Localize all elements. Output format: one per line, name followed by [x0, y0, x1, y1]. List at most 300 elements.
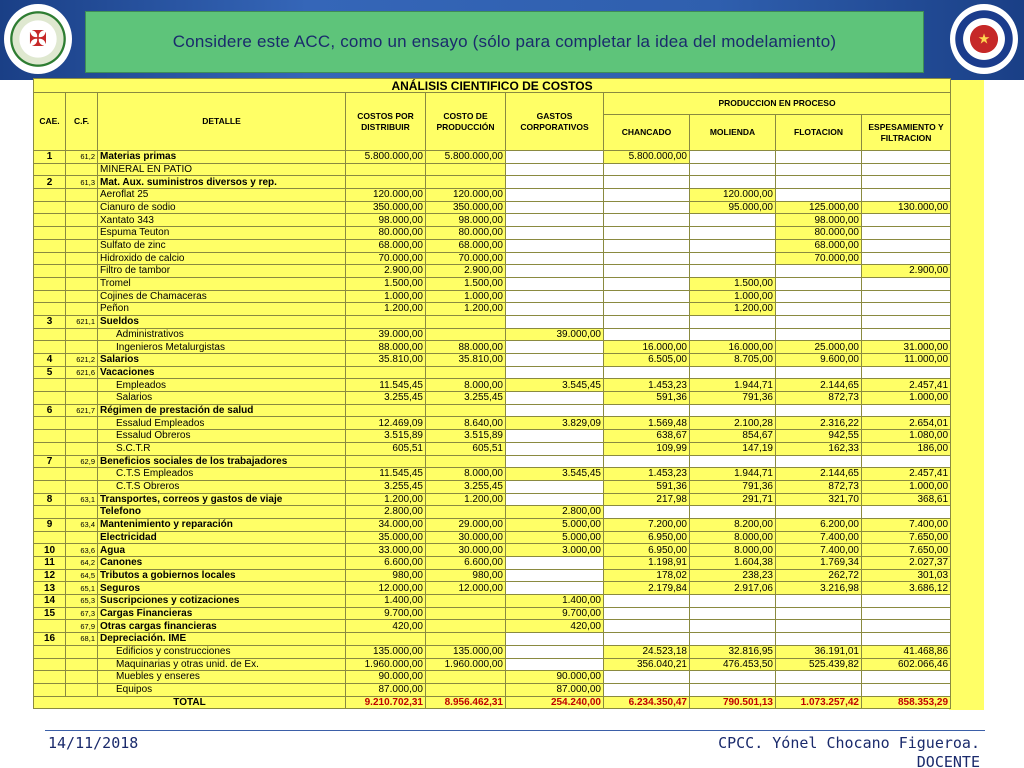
row-cae: [34, 430, 66, 443]
row-detalle: Otras cargas financieras: [98, 620, 346, 633]
table-row: [34, 151, 951, 164]
row-flotacion: [776, 633, 862, 646]
total-costo-produccion: 8.956.462,31: [426, 696, 506, 709]
row-detalle: Filtro de tambor: [98, 265, 346, 278]
table-row: [34, 392, 951, 405]
row-costos-por-distribuir: 1.200,00: [346, 303, 426, 316]
row-gastos-corporativos: [506, 303, 604, 316]
row-costo-produccion: 605,51: [426, 442, 506, 455]
row-cf: 65,3: [66, 595, 98, 608]
row-chancado: [604, 163, 690, 176]
row-gastos-corporativos: [506, 366, 604, 379]
table-row: [34, 214, 951, 227]
row-chancado: [604, 239, 690, 252]
table-row: [34, 341, 951, 354]
row-espesamiento: 186,00: [862, 442, 951, 455]
row-detalle: C.T.S Empleados: [98, 468, 346, 481]
total-row: [34, 696, 951, 709]
row-chancado: 2.179,84: [604, 582, 690, 595]
row-molienda: 8.000,00: [690, 531, 776, 544]
row-chancado: [604, 201, 690, 214]
total-flotacion: 1.073.257,42: [776, 696, 862, 709]
row-costos-por-distribuir: 90.000,00: [346, 671, 426, 684]
row-costo-produccion: 1.200,00: [426, 493, 506, 506]
row-gastos-corporativos: 3.829,09: [506, 417, 604, 430]
row-costo-produccion: 1.960.000,00: [426, 658, 506, 671]
row-cae: [34, 379, 66, 392]
footer-date: 14/11/2018: [48, 734, 139, 752]
row-espesamiento: 7.650,00: [862, 544, 951, 557]
row-detalle: Maquinarias y otras unid. de Ex.: [98, 658, 346, 671]
table-row: [34, 201, 951, 214]
row-costo-produccion: [426, 404, 506, 417]
row-cae: [34, 163, 66, 176]
row-cf: [66, 417, 98, 430]
association-logo-right: [950, 4, 1018, 74]
row-cf: [66, 430, 98, 443]
row-costos-por-distribuir: 70.000,00: [346, 252, 426, 265]
row-espesamiento: [862, 683, 951, 696]
row-costos-por-distribuir: 35.000,00: [346, 531, 426, 544]
table-row: [34, 557, 951, 570]
row-espesamiento: [862, 227, 951, 240]
row-flotacion: 7.400,00: [776, 531, 862, 544]
row-flotacion: 6.200,00: [776, 518, 862, 531]
row-cf: 67,3: [66, 607, 98, 620]
row-espesamiento: 1.000,00: [862, 392, 951, 405]
row-chancado: 16.000,00: [604, 341, 690, 354]
header-costos-por-distribuir: COSTOS POR DISTRIBUIR: [346, 93, 426, 151]
row-cf: [66, 265, 98, 278]
table-row: [34, 595, 951, 608]
row-cf: [66, 201, 98, 214]
row-espesamiento: [862, 214, 951, 227]
footer-divider: [45, 730, 985, 731]
row-costo-produccion: 35.810,00: [426, 354, 506, 367]
row-detalle: Edificios y construcciones: [98, 645, 346, 658]
row-detalle: Mantenimiento y reparación: [98, 518, 346, 531]
row-cf: [66, 671, 98, 684]
row-costos-por-distribuir: 11.545,45: [346, 379, 426, 392]
row-cf: [66, 379, 98, 392]
row-cae: [34, 303, 66, 316]
row-costos-por-distribuir: 11.545,45: [346, 468, 426, 481]
row-costos-por-distribuir: [346, 163, 426, 176]
row-cf: 621,2: [66, 354, 98, 367]
row-molienda: [690, 620, 776, 633]
row-molienda: 1.500,00: [690, 277, 776, 290]
row-detalle: Beneficios sociales de los trabajadores: [98, 455, 346, 468]
row-cae: 2: [34, 176, 66, 189]
row-molienda: [690, 328, 776, 341]
row-gastos-corporativos: [506, 430, 604, 443]
row-gastos-corporativos: 5.000,00: [506, 531, 604, 544]
row-gastos-corporativos: [506, 480, 604, 493]
row-cae: [34, 645, 66, 658]
row-espesamiento: 2.900,00: [862, 265, 951, 278]
row-detalle: Aeroflat 25: [98, 189, 346, 202]
row-gastos-corporativos: [506, 151, 604, 164]
row-cf: [66, 341, 98, 354]
table-row: [34, 404, 951, 417]
row-flotacion: 125.000,00: [776, 201, 862, 214]
row-flotacion: [776, 455, 862, 468]
row-costo-produccion: 120.000,00: [426, 189, 506, 202]
row-costo-produccion: [426, 633, 506, 646]
row-chancado: 7.200,00: [604, 518, 690, 531]
row-chancado: [604, 328, 690, 341]
table-row: [34, 442, 951, 455]
row-chancado: 591,36: [604, 480, 690, 493]
row-costos-por-distribuir: [346, 366, 426, 379]
row-cf: [66, 328, 98, 341]
row-espesamiento: [862, 252, 951, 265]
row-espesamiento: 31.000,00: [862, 341, 951, 354]
table-row: [34, 620, 951, 633]
row-costos-por-distribuir: 2.900,00: [346, 265, 426, 278]
row-cf: 63,1: [66, 493, 98, 506]
header-detalle: DETALLE: [98, 93, 346, 151]
row-cf: [66, 277, 98, 290]
row-cf: [66, 290, 98, 303]
row-costos-por-distribuir: 1.200,00: [346, 493, 426, 506]
row-cae: 12: [34, 569, 66, 582]
row-cf: [66, 683, 98, 696]
row-flotacion: [776, 328, 862, 341]
table-row: [34, 582, 951, 595]
row-costo-produccion: 2.900,00: [426, 265, 506, 278]
table-row: [34, 544, 951, 557]
row-flotacion: [776, 683, 862, 696]
row-flotacion: [776, 277, 862, 290]
row-chancado: [604, 252, 690, 265]
row-costo-produccion: 1.500,00: [426, 277, 506, 290]
row-espesamiento: [862, 404, 951, 417]
row-costo-produccion: 1.200,00: [426, 303, 506, 316]
row-detalle: Xantato 343: [98, 214, 346, 227]
row-chancado: [604, 506, 690, 519]
row-detalle: Cargas Financieras: [98, 607, 346, 620]
row-costo-produccion: [426, 595, 506, 608]
row-cf: 61,2: [66, 151, 98, 164]
table-row: [34, 683, 951, 696]
row-gastos-corporativos: [506, 392, 604, 405]
row-gastos-corporativos: [506, 239, 604, 252]
row-costo-produccion: [426, 683, 506, 696]
row-costos-por-distribuir: 980,00: [346, 569, 426, 582]
row-costos-por-distribuir: 12.000,00: [346, 582, 426, 595]
row-molienda: 1.604,38: [690, 557, 776, 570]
row-molienda: 2.100,28: [690, 417, 776, 430]
row-flotacion: 2.316,22: [776, 417, 862, 430]
row-gastos-corporativos: 420,00: [506, 620, 604, 633]
row-cf: 64,5: [66, 569, 98, 582]
row-gastos-corporativos: [506, 633, 604, 646]
row-cf: 65,1: [66, 582, 98, 595]
row-costos-por-distribuir: 5.800.000,00: [346, 151, 426, 164]
row-flotacion: [776, 176, 862, 189]
row-costo-produccion: 350.000,00: [426, 201, 506, 214]
row-costos-por-distribuir: 3.255,45: [346, 480, 426, 493]
row-cae: [34, 277, 66, 290]
row-cf: 63,6: [66, 544, 98, 557]
row-detalle: Salarios: [98, 392, 346, 405]
row-cae: 16: [34, 633, 66, 646]
row-espesamiento: [862, 671, 951, 684]
row-detalle: Espuma Teuton: [98, 227, 346, 240]
row-espesamiento: [862, 315, 951, 328]
table-row: [34, 506, 951, 519]
row-flotacion: 262,72: [776, 569, 862, 582]
row-chancado: 1.569,48: [604, 417, 690, 430]
row-chancado: 24.523,18: [604, 645, 690, 658]
row-detalle: Essalud Obreros: [98, 430, 346, 443]
row-costo-produccion: [426, 671, 506, 684]
row-costos-por-distribuir: [346, 633, 426, 646]
row-cae: [34, 328, 66, 341]
row-costos-por-distribuir: 6.600,00: [346, 557, 426, 570]
row-flotacion: 2.144,65: [776, 379, 862, 392]
table-row: [34, 430, 951, 443]
row-molienda: 16.000,00: [690, 341, 776, 354]
row-cf: [66, 480, 98, 493]
table-title: ANÁLISIS CIENTIFICO DE COSTOS: [34, 79, 951, 93]
row-chancado: [604, 189, 690, 202]
row-molienda: [690, 404, 776, 417]
row-espesamiento: 1.080,00: [862, 430, 951, 443]
row-flotacion: 80.000,00: [776, 227, 862, 240]
row-costos-por-distribuir: 3.515,89: [346, 430, 426, 443]
table-row: [34, 277, 951, 290]
row-gastos-corporativos: [506, 214, 604, 227]
row-chancado: 109,99: [604, 442, 690, 455]
row-molienda: 8.000,00: [690, 544, 776, 557]
row-flotacion: 25.000,00: [776, 341, 862, 354]
row-molienda: 2.917,06: [690, 582, 776, 595]
row-costos-por-distribuir: 1.000,00: [346, 290, 426, 303]
row-cae: [34, 480, 66, 493]
row-cae: 6: [34, 404, 66, 417]
row-cae: [34, 683, 66, 696]
row-costo-produccion: 88.000,00: [426, 341, 506, 354]
row-cf: 64,2: [66, 557, 98, 570]
row-cae: 3: [34, 315, 66, 328]
row-espesamiento: 368,61: [862, 493, 951, 506]
row-cf: [66, 468, 98, 481]
row-espesamiento: [862, 176, 951, 189]
table-row: [34, 607, 951, 620]
row-costos-por-distribuir: 80.000,00: [346, 227, 426, 240]
row-gastos-corporativos: [506, 354, 604, 367]
row-espesamiento: 7.400,00: [862, 518, 951, 531]
row-espesamiento: [862, 506, 951, 519]
row-molienda: 238,23: [690, 569, 776, 582]
row-gastos-corporativos: 3.545,45: [506, 468, 604, 481]
row-espesamiento: [862, 328, 951, 341]
slide-title: Considere este ACC, como un ensayo (sólo para completar la idea del modelamiento): [172, 32, 837, 51]
row-chancado: [604, 366, 690, 379]
row-flotacion: 36.191,01: [776, 645, 862, 658]
row-costo-produccion: 3.255,45: [426, 392, 506, 405]
row-costos-por-distribuir: [346, 455, 426, 468]
row-costo-produccion: 8.000,00: [426, 468, 506, 481]
row-cae: [34, 201, 66, 214]
row-gastos-corporativos: [506, 658, 604, 671]
row-cf: [66, 189, 98, 202]
row-gastos-corporativos: 39.000,00: [506, 328, 604, 341]
row-cae: 9: [34, 518, 66, 531]
row-flotacion: 7.400,00: [776, 544, 862, 557]
row-cae: 13: [34, 582, 66, 595]
row-cae: [34, 252, 66, 265]
cost-analysis-table: [33, 78, 951, 709]
row-costos-por-distribuir: [346, 176, 426, 189]
row-flotacion: [776, 151, 862, 164]
row-gastos-corporativos: 3.545,45: [506, 379, 604, 392]
row-cf: [66, 645, 98, 658]
table-row: [34, 417, 951, 430]
row-cf: 621,1: [66, 315, 98, 328]
row-chancado: 6.505,00: [604, 354, 690, 367]
row-gastos-corporativos: [506, 404, 604, 417]
row-cf: [66, 252, 98, 265]
row-cf: [66, 506, 98, 519]
row-espesamiento: [862, 290, 951, 303]
row-costos-por-distribuir: 1.960.000,00: [346, 658, 426, 671]
header-molienda: MOLIENDA: [690, 115, 776, 151]
row-cf: 621,6: [66, 366, 98, 379]
row-espesamiento: [862, 455, 951, 468]
row-detalle: Tromel: [98, 277, 346, 290]
row-espesamiento: 2.654,01: [862, 417, 951, 430]
row-detalle: Cianuro de sodio: [98, 201, 346, 214]
row-detalle: Equipos: [98, 683, 346, 696]
row-espesamiento: [862, 595, 951, 608]
table-row: [34, 328, 951, 341]
row-cae: [34, 417, 66, 430]
row-espesamiento: [862, 620, 951, 633]
total-gastos-corporativos: 254.240,00: [506, 696, 604, 709]
table-row: [34, 455, 951, 468]
row-molienda: 147,19: [690, 442, 776, 455]
header-cae: CAE.: [34, 93, 66, 151]
row-molienda: [690, 671, 776, 684]
row-espesamiento: [862, 189, 951, 202]
row-cf: 68,1: [66, 633, 98, 646]
row-chancado: 638,67: [604, 430, 690, 443]
row-detalle: Cojines de Chamaceras: [98, 290, 346, 303]
header-chancado: CHANCADO: [604, 115, 690, 151]
row-molienda: 95.000,00: [690, 201, 776, 214]
row-costos-por-distribuir: 1.500,00: [346, 277, 426, 290]
row-flotacion: [776, 620, 862, 633]
table-row: [34, 163, 951, 176]
row-cf: [66, 239, 98, 252]
row-molienda: 791,36: [690, 392, 776, 405]
row-detalle: Electricidad: [98, 531, 346, 544]
footer-author: [718, 734, 980, 768]
row-espesamiento: [862, 366, 951, 379]
table-row: [34, 290, 951, 303]
row-costo-produccion: [426, 506, 506, 519]
row-chancado: 6.950,00: [604, 544, 690, 557]
row-detalle: Sueldos: [98, 315, 346, 328]
row-gastos-corporativos: [506, 265, 604, 278]
row-costo-produccion: [426, 455, 506, 468]
table-row: [34, 569, 951, 582]
row-costos-por-distribuir: 420,00: [346, 620, 426, 633]
row-costo-produccion: 6.600,00: [426, 557, 506, 570]
row-molienda: [690, 214, 776, 227]
row-molienda: [690, 633, 776, 646]
row-flotacion: 68.000,00: [776, 239, 862, 252]
table-row: [34, 633, 951, 646]
row-gastos-corporativos: [506, 557, 604, 570]
row-flotacion: 1.769,34: [776, 557, 862, 570]
row-costo-produccion: [426, 163, 506, 176]
row-gastos-corporativos: [506, 290, 604, 303]
row-detalle: Administrativos: [98, 328, 346, 341]
row-cae: [34, 531, 66, 544]
row-espesamiento: [862, 303, 951, 316]
row-gastos-corporativos: 2.800,00: [506, 506, 604, 519]
row-gastos-corporativos: [506, 201, 604, 214]
row-chancado: 591,36: [604, 392, 690, 405]
row-detalle: Mat. Aux. suministros diversos y rep.: [98, 176, 346, 189]
row-molienda: [690, 595, 776, 608]
row-costos-por-distribuir: 34.000,00: [346, 518, 426, 531]
row-detalle: Essalud Empleados: [98, 417, 346, 430]
row-flotacion: [776, 607, 862, 620]
row-costos-por-distribuir: 350.000,00: [346, 201, 426, 214]
row-gastos-corporativos: [506, 442, 604, 455]
total-molienda: 790.501,13: [690, 696, 776, 709]
total-label: TOTAL: [34, 696, 346, 709]
row-costo-produccion: [426, 607, 506, 620]
row-gastos-corporativos: 9.700,00: [506, 607, 604, 620]
row-cae: [34, 265, 66, 278]
row-espesamiento: 3.686,12: [862, 582, 951, 595]
row-chancado: 1.453,23: [604, 468, 690, 481]
footer-author-role: DOCENTE: [916, 753, 980, 768]
row-cae: [34, 442, 66, 455]
row-cf: 67,9: [66, 620, 98, 633]
row-costo-produccion: 80.000,00: [426, 227, 506, 240]
row-detalle: Suscripciones y cotizaciones: [98, 595, 346, 608]
row-espesamiento: 11.000,00: [862, 354, 951, 367]
table-row: [34, 354, 951, 367]
row-cae: [34, 239, 66, 252]
row-chancado: [604, 214, 690, 227]
header-gastos-corporativos: GASTOS CORPORATIVOS: [506, 93, 604, 151]
row-cae: [34, 658, 66, 671]
row-cae: [34, 468, 66, 481]
table-row: [34, 366, 951, 379]
row-costos-por-distribuir: [346, 315, 426, 328]
table-row: [34, 645, 951, 658]
row-chancado: [604, 633, 690, 646]
row-chancado: 178,02: [604, 569, 690, 582]
row-gastos-corporativos: [506, 455, 604, 468]
row-cf: [66, 163, 98, 176]
table-row: [34, 379, 951, 392]
row-chancado: [604, 315, 690, 328]
row-costo-produccion: 1.000,00: [426, 290, 506, 303]
row-molienda: [690, 315, 776, 328]
row-chancado: [604, 303, 690, 316]
row-detalle: Régimen de prestación de salud: [98, 404, 346, 417]
row-flotacion: 9.600,00: [776, 354, 862, 367]
